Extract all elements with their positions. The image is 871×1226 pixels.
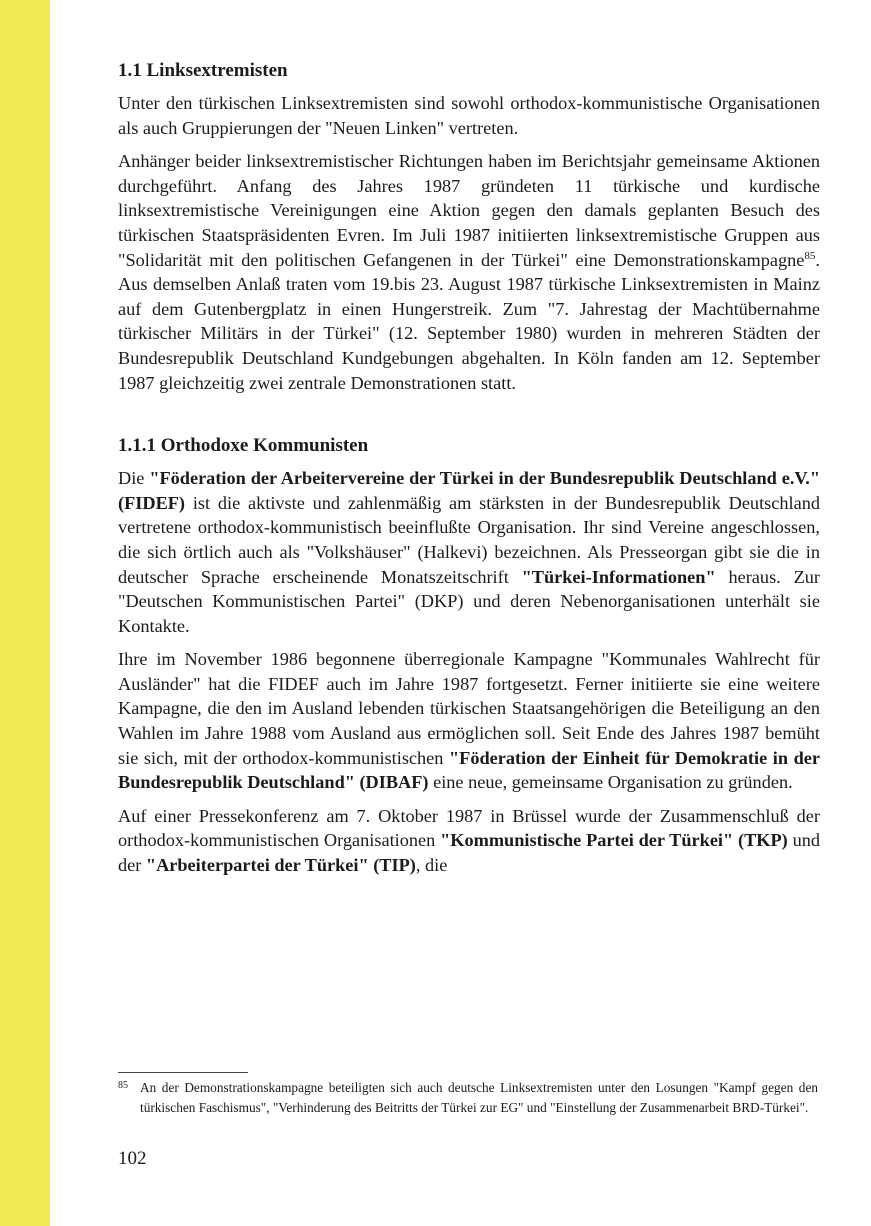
paragraph [118, 91, 820, 140]
page-edge-highlight [0, 0, 50, 1226]
footnote [118, 1078, 820, 1117]
section-heading-linksextremisten: 1.1 Linksextremisten [118, 60, 288, 81]
footnote-text: An der Demonstrationskampagne beteiligten sich auch deutsche Linksextremisten unter den Losungen "Kampf gegen den türkischen Faschismus", "Verhinderung des Beitritts der Türkei zur EG" und "Einstellung der Zusammenarbeit BRD-Türkei". [140, 1080, 818, 1115]
paragraph [118, 466, 820, 638]
paragraph-text: Unter den türkischen Linksextremisten sind sowohl orthodox-kommunistische Organisationen als auch Gruppierungen der "Neuen Linken" vertreten. [118, 93, 820, 138]
footnote-reference[interactable]: 85 [804, 249, 816, 262]
footnote-divider [118, 1072, 248, 1073]
organization-name: "Arbeiterpartei der Türkei" (TIP) [145, 855, 416, 876]
paragraph-text: , die [415, 855, 448, 876]
document-body [118, 58, 820, 887]
paragraph-text: Anhänger beider linksextremistischer Richtungen haben im Berichtsjahr gemeinsame Aktionen durchgeführt. Anfang des Jahres 1987 gründeten 11 türkische und kurdische linksextremistische Vereinigungen eine Aktion gegen den damals geplanten Besuch des türkischen Staatspräsidenten Evren. Im Juli 1987 initiierten linksextremistische Gruppen aus "Solidarität mit den politischen Gefangenen in der Türkei" eine Demonstrationskampagne [118, 151, 820, 270]
paragraph [118, 804, 820, 878]
organization-name: "Föderation der Arbeitervereine der Türkei in der Bundesrepublik Deutschland e.V." (FIDEF) [118, 468, 820, 513]
paragraph-text: . Aus demselben Anlaß traten vom 19.bis 23. August 1987 türkische Linksextremisten in Mainz auf dem Gutenbergplatz in einen Hungerstreik. Zum "7. Jahrestag der Machtübernahme türkischer Militärs in der Türkei" (12. September 1980) wurden in mehreren Städten der Bundesrepublik Deutschland Kundgebungen abgehalten. In Köln fanden am 12. September 1987 gleichzeitig zwei zentrale Demonstrationen statt. [118, 249, 820, 393]
page-number: 102 [118, 1148, 147, 1169]
organization-name: "Kommunistische Partei der Türkei" (TKP) [440, 830, 788, 851]
paragraph-text: ist die aktivste und zahlenmäßig am stärksten in der Bundesrepublik Deutschland vertretene orthodox-kommunistisch beeinflußte Organisation. Ihr sind Vereine angeschlossen, die sich örtlich auch als "Volkshäuser" (Halkevi) bezeichnen. Als Presseorgan gibt sie die in deutscher Sprache erscheinende Monatszeitschrift [118, 492, 820, 587]
publication-name: "Türkei-Informationen" [521, 566, 716, 587]
paragraph-text: Die [118, 468, 150, 489]
paragraph-text: eine neue, gemeinsame Organisation zu gründen. [428, 772, 793, 793]
paragraph [118, 647, 820, 795]
section-heading-orthodoxe-kommunisten: 1.1.1 Orthodoxe Kommunisten [118, 435, 369, 457]
paragraph-text: und der [118, 830, 820, 876]
paragraph-text: heraus. Zur "Deutschen Kommunistischen Partei" (DKP) und deren Nebenorganisationen unterhält sie Kontakte. [118, 566, 820, 636]
organization-name: "Föderation der Einheit für Demokratie in der Bundesrepublik Deutschland" (DIBAF) [118, 747, 820, 793]
paragraph [118, 149, 820, 395]
paragraph-text: Auf einer Pressekonferenz am 7. Oktober 1987 in Brüssel wurde der Zusammenschluß der orthodox-kommunistischen Organisationen [118, 805, 820, 851]
paragraph-text: Ihre im November 1986 begonnene überregionale Kampagne "Kommunales Wahlrecht für Ausländer" hat die FIDEF auch im Jahre 1987 fortgesetzt. Ferner initiierte sie eine weitere Kampagne, die den im Ausland lebenden türkischen Staatsangehörigen die Beteiligung an den Wahlen im Jahre 1988 vom Ausland aus ermöglichen soll. Seit Ende des Jahres 1987 bemüht sie sich, mit der orthodox-kommunistischen [118, 649, 820, 768]
footnote-number: 85 [118, 1080, 128, 1091]
